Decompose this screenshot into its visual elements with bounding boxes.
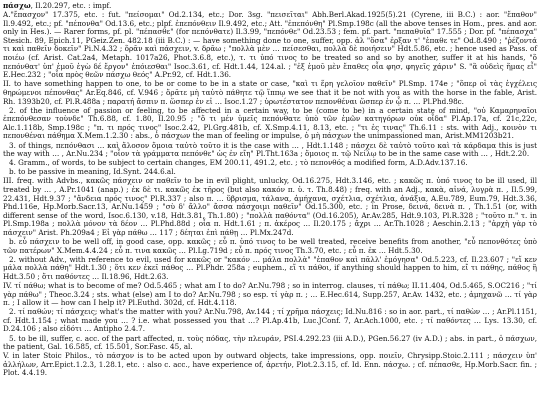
entry-paragraph-iii: III. freq. with Advbs., κακῶς πάσχειν or παθεῖν to be in evil plight, unlucky, Od.16.275, Hdt.3.146, etc. ; κακῶς π. ὑπό τινος to be ill used, ill treated by … , A.Pr.1041 (anap.) ; ἐκ δὲ τι. κακῶς ἐκ τῆρος (but also κακόν π. ὑ. τ. Th.8.48) ; freq. with an Adj., κακὰ, αἰνά, λυγρὰ π. , Il.5.99, 22.431, Hdt.9.37 ; "ἄνδεια πρός τινος" Pl.R.337 ; also π. … ὕβρισμα, τάλανα, ἀμήχανα, σχέτλια, σχέτλια, ἀνάξια, A.Eu.789, Eum.79, Hdt.3.36, Phd.116e, Hp.Morb.Sacr.13, Ar.Nu.1459 ; "σὺ δ' ἄλλο" ἄσσα πάσχοιμι παθεῖν" Od.15.300, etc. ; in Prose, δεινά, δεινὰ π. , Th.1.51 (or, with different sense of the word, Isoc.6.130, v.18, Hdt.3.81, Th.1.80) ; "πολλὰ παθόντα" (Od.16.205), Ar.Av.285, Hdt.9.103, Pl.R.328 ; "τοῦτο π." τ. in Pl.Smp.198a ; πολλὰ μόνον τὰ δέον … Pl.Phd.88d ; οἷα π. Hdt.1.61 ; π. ἀκέρος … Il.20.175 ; ἄχρι … Ar.Th.1028 ; Aeschin.2.13 ; "ἀρχὴ γὰρ τὸ πάσχειν" Arist. Ph.209a4 ; Εἰ γὰρ πάθω … 117 ; δέηται ἐπὶ πάθῃ … Pl.Mx.247d. [3, 176, 537, 237]
entry-paragraph-ii-4: 4. Gramm., of words, to be subject to certain changes, EM 200.11, 491.2, etc. ; τὸ πεπονθός a modified form, A.D.Adv.137.16. [9, 158, 468, 168]
entry-paragraph-iv-5: 5. to be ill, suffer, c. acc. of the part affected, π. τοὺς πόδας, τὴν πλευράν, PSI.4.292.23 (iii A.D.), PGen.56.27 (iv A.D.) ; abs. in part., ὁ πάσχων, the patient, Gal. 16.585, cf. 15.501, Sor.Fasc. 45, al. [3, 333, 537, 352]
headword: πάσχω [3, 1, 31, 10]
entry-paragraph-ii-1: II. to have something happen to one, to be or come to be in a state or case, "καὶ τι ἕρη γελοῖον παθεῖν" Pl.Smp. 174e ; "ὅπερ οἱ τὰς ἐγχέλεις θηρώμενοι πέπονθας" Ar.Eq.846, cf. V.946 ; ὅρᾶτε μὴ ταὐτὸ πάθητε τῷ ἵππῳ we see that it be not with you as with the horse in the fable, Arist. Rh. 1393b20, cf. Pl.R.488a ; παρατή ἄσπιν π. ὥσπερ ἐν εἰ … Isoc.1.27 ; ὑρωτέστατον πεπονθέναι ὥσπερ ἐν ᾧ π. … Pl.Phd.98c. [3, 79, 537, 106]
entry-paragraph-ii-2: 2. of the influence of passion or feeling, to be affected in a certain way, to be (come to be) in a certain state of mind, "οὐ Καμαρηναῖοι ἐπεπόνθεσαν τοὺνδε" Th.6.88, cf. 1.80, Il.20.95 ; "ὅ τι μέν ὑμεῖς πεπόνθατε ὑπὸ τῶν ἐμῶν κατηγόρων οὐκ οἶδα" Pl.Ap.17a, cf. 21c,22c, Alc.1.118b, Smp.198c ; "π. τι πρός τινος" Isoc.2.42, Pl.Grg.481b, cf. X.Smp.4.11, 8.13, etc. ; "τι ἐς τινας" Th.6.11 : sts. with Adj., κοινὸν τι πεπονθέναι πάθημα X.Mem.1.2.30 : abs., ὁ πάσχων the man of feeling or impulse, ὁ μὴ πάσχων the unimpassioned man, Arist.MM1203b21. [3, 105, 537, 141]
header-rest: , Il.20.297, etc. : impf. [30, 1, 112, 10]
entry-paragraph-iv: IV. τί πάθω; what is to become of me? Od.5.465 ; what am I to do? Ar.Nu.798 ; so in interrog. clauses, τί πάθω; II.11.404, Od.5.465, S.OC216 ; "τί γὰρ πάθω" ; Theoc.3.24 ; sts. what (else) am I to do? Ar.Nu.798 ; so esp. τί γὰρ π. ; … E.Hec.614, Supp.257, Ar.Av. 1432, etc. ; ἀμηχανῶ … τί γὰρ π. ; I allow it — how can I help it? Pl.Euthd. 302d, cf. Hdt.4.118. [3, 281, 537, 308]
entry-paragraph-ii-5: b. to be passive in meaning, Id.Synt. 244.6.al. [9, 167, 176, 177]
entry-paragraph-v: V. in later Stoic Philos., τὸ πάσχον is to be acted upon by outward objects, take impressions, opp. ποιεῖν, Chrysipp.Stoic.2.111 ; πάσχειν ὑπ' ἀλλήλων, Arr.Epict.1.2.3, 1.28.1, etc. : also c. acc., have experience of, ἀρετήν, Plot.2.3.15, cf. Id. Enn. πάσχω. ; cf. πέπασθε, Hp.Morb.Sacr. fin. ; Plot. 4.4.19. [3, 351, 537, 378]
entry-paragraph-ii-3: 3. of things, πεπόνθασι … καὶ ἄλοσον ὅμοια ταὐτὸ τοῦτο it is the case with … , Hdt.1.148 ; πάσχει δὲ ταὐτὸ τοῦτο καὶ τὰ κάρδαμα this is just the way with … , Ar.Nu.234 ; "οἷον τὰ γράμματα πεπόνθε" ὡς ἐν εἴη" Pl.Tht.163a ; ὅμοιος π. τῷ Νείλῳ to be in the same case with … , Hdt.2.20. [3, 140, 537, 159]
entry-paragraph-iv-2: 2. τί παθών; τί πάσχεις; what's the matter with you? Ar.Nu.798, Av.144 ; τί χρῆμα πάσχεις; Id.Nu.816 : so in aor. part., τί παθὼν … ; Ar.Pl.1151, cf. Hdt.1.154 ; what made you … ? i.e. what possessed you that …? Pl.Ap.41b, Luc.JConf. 7, Ar.Ach.1000, etc. ; τί παθόντες … Lys. 13.30, cf. D.24.106 ; also εἰδότι … Antipho 2.4.7. [3, 307, 537, 334]
entry-paragraph-iii-2: 2. without Adv., with reference to evil, used for κακῶς or "κακόν … μάλα πολλὰ" "ἐπαθον καὶ πᾶλλ' ἐμόγησα" Od.5.223, cf. Il.23.607 ; "εἴ κεν μάλα πολλὰ πάθη" Hdt.1.30 ; ὅτι κεν ἐκεῖ πάθος … Pl.Phdr. 258a ; euphem., εἴ τι πάθοι, if anything should happen to him, εἴ τι πάθης, πάθος ἢ Hdt.3.50 ; ὅτι παθόντες … Il.18.96, Hdt.2.63. [3, 254, 537, 281]
entry-paragraph-forms: A."ἔπασχον" 17.375, etc. : fut. "πείσομαι" Od.2.134, etc.; Dor. 3sg. "πεισεῖται" Abh.Berl.Akad.1925(5).21 (Cyrene, iii B.C.) : aor. "ἔπαθον" Il.9.492, etc.; pf. "πέπονθα" Od.13.6, etc.; plpf. ἐπεπόνθειν Il.9.492, etc.; Att. "ἐπεπόνθη" Pl.Smp.198c (all the above tenses in Hom., pres. and aor. only in Hes.). — Rarer forms, pf. pl. "πέπασθε" (for πεπόνθατε) Il.3.99, "πεπόνθε" Od.23.53 ; fem. pf. part. "πεπαθυῖα" 17.555 ; Dor. pf. "πέπασχα" Stesich. 89, Epich.11, PGeiz.Zen. 482.18 (iii B.C.) : — have something done to one, suffer, opp. ἀλ "ὅσα" ἐρξαν τ' "ἐπαθε τε" Od.8.490 ; "ῥέζοντά τι καὶ παθεῖν δοκεῖν" Pi.N.4.32 ; ὅρᾶν καὶ πάσχειν, v. δρᾶω ; "πολλὰ μὲν … πείσεσθαι, πολλὰ δὲ ποιήσειν" Hdt.5.86, etc. ; hence used as Pass. of ποιέω (cf. Arist. Cat.2a4, Metaph. 1017a26, Phot.3.6.8, etc.), τ. τι ὑπό τινος to be treated so and so by another, suffer it at his hands, "ὅ πεπόνθατ' ὑπ' ἐμοῦ ἐγὼ δέ ἔργον" ἐπόιεσθαι" Isoc.3.61, cf. Hdt.1.44, 124.al. ; "ἐξ ἐμοῦ μὲν ἔπαθες οἷα φησ, φηγεῖς χάριν" S. "ἃ οὐδεὶς ἥμας εἶ" E.Hec.232 ; "οἷα πρὸς θεῶν πάσχω θεός" A.Pr.92, cf. Hdt.1.36. [3, 10, 537, 80]
entry-paragraph-iii-b: b. εὖ πάσχειν to be well off, in good case, opp. κακῶς ; εὖ π. ὑπό τινος to be well treated, receive benefits from another, "εὖ πεπονθότες ὑπὸ τῶν πατέρων" X.Mem.4.4.24 ; εὖ π. τινα κακῶς … Pl.Lg.719d ; εὖ π. πρός τινος Th.3.70, etc. ; εὖ π. ἐκ … Hdt.5.30. [3, 237, 537, 255]
